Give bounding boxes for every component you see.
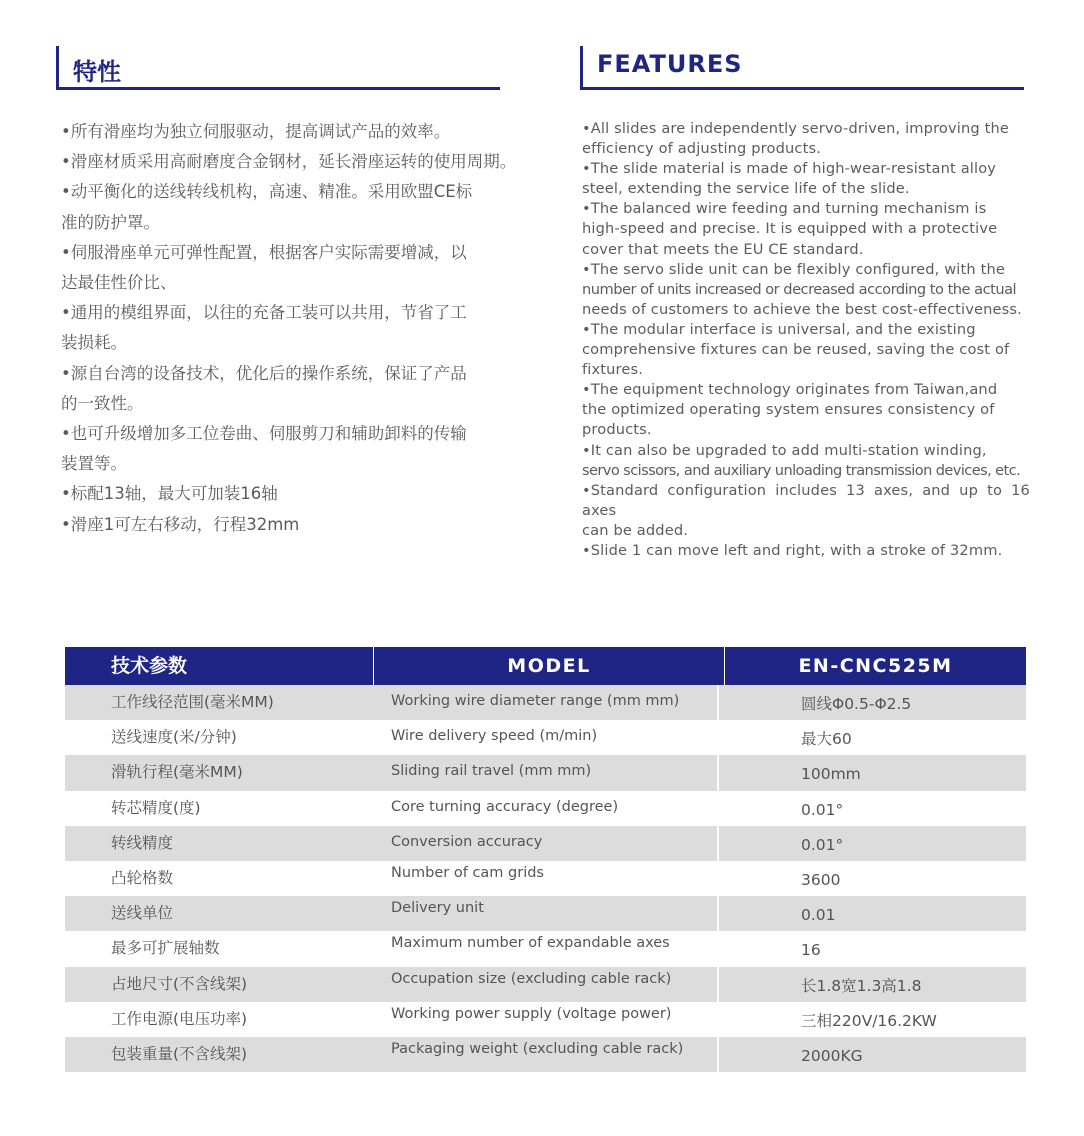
header-tech-params: 技术参数 [65,647,374,685]
param-value: 3600 [801,870,841,889]
param-zh: 包装重量(不含线架) [111,1044,248,1063]
param-value: 100mm [801,765,861,784]
feature-zh-line: •滑座1可左右移动，行程32mm [61,514,300,534]
feature-zh-line: 装损耗。 [61,333,127,353]
feature-en-line: •The balanced wire feeding and turning mechanism is [582,200,987,218]
table-row [65,861,1026,896]
features-zh-title: 特性 [73,58,121,86]
feature-zh-line: 装置等。 [61,454,127,474]
features-en-list [582,119,1030,561]
feature-en-line: fixtures. [582,361,644,379]
feature-en-line: •The slide material is made of high-wear-resistant alloy [582,160,997,178]
feature-en-line: •All slides are independently servo-driven, improving the [582,120,1009,137]
table-row [65,967,1026,1002]
param-en: Working wire diameter range (mm mm) [374,685,719,720]
param-zh: 转芯精度(度) [111,798,201,817]
feature-en-line: needs of customers to achieve the best cost-effectiveness. [582,300,1022,318]
feature-zh-line: 准的防护罩。 [61,212,160,232]
header-model-name: EN-CNC525M [798,655,953,677]
param-en: Occupation size (excluding cable rack) [374,967,719,1002]
feature-en-line: the optimized operating system ensures consistency of [582,401,995,419]
spec-table [65,647,1026,1072]
table-row [65,720,1026,755]
table-row [65,931,1026,966]
param-value: 0.01° [801,835,844,854]
param-en: Delivery unit [374,896,719,931]
feature-en-line: •The modular interface is universal, and the existing [582,320,976,338]
table-row [65,791,1026,826]
param-en: Working power supply (voltage power) [374,1002,719,1037]
param-value: 16 [801,941,821,960]
param-value: 2000KG [801,1046,863,1065]
feature-zh-line: •标配13轴，最大可加装16轴 [61,484,278,504]
feature-en-line: servo scissors, and auxiliary unloading transmission devices, etc. [582,461,1021,479]
param-zh: 最多可扩展轴数 [111,939,220,958]
table-row [65,1037,1026,1072]
feature-zh-line: •也可升级增加多工位卷曲、伺服剪刀和辅助卸料的传输 [61,424,467,444]
table-row [65,755,1026,790]
features-en-header [580,46,1024,90]
param-en: Wire delivery speed (m/min) [374,720,719,755]
feature-zh-line: 的一致性。 [61,393,144,413]
spec-table-header [65,647,1026,685]
param-value: 三相220V/16.2KW [801,1011,937,1030]
feature-en-line: cover that meets the EU CE standard. [582,240,864,258]
features-zh-list [61,117,521,540]
param-zh: 凸轮格数 [111,868,174,887]
param-zh: 转线精度 [111,833,174,852]
param-en: Sliding rail travel (mm mm) [374,755,719,790]
feature-en-line: can be added. [582,521,689,539]
feature-en-line: •Slide 1 can move left and right, with a stroke of 32mm. [582,541,1003,559]
feature-en-line: comprehensive fixtures can be reused, saving the cost of [582,341,1010,359]
table-row [65,826,1026,861]
param-value: 最大60 [801,730,852,749]
feature-en-line: high-speed and precise. It is equipped with a protective [582,220,998,238]
param-value: 0.01° [801,800,844,819]
feature-en-line: products. [582,421,652,439]
features-en-title: FEATURES [597,50,743,78]
header-model: MODEL [374,647,725,685]
param-zh: 送线单位 [111,904,174,923]
feature-en-line: steel, extending the service life of the slide. [582,180,910,198]
param-en: Maximum number of expandable axes [374,931,719,966]
feature-zh-line: •伺服滑座单元可弹性配置，根据客户实际需要增减，以 [61,242,467,262]
feature-en-line: •Standard configuration includes 13 axes, and up to 16 axes [582,481,1030,519]
param-zh: 滑轨行程(毫米MM) [111,763,243,782]
table-row [65,896,1026,931]
feature-en-line: efficiency of adjusting products. [582,140,821,158]
table-row [65,1002,1026,1037]
param-zh: 送线速度(米/分钟) [111,728,237,747]
features-zh-header [56,46,500,90]
table-row [65,685,1026,720]
param-value: 长1.8宽1.3高1.8 [801,976,922,995]
param-value: 0.01 [801,906,836,925]
feature-en-line: •The equipment technology originates from Taiwan,and [582,381,998,399]
feature-zh-line: •通用的模组界面，以往的充备工装可以共用，节省了工 [61,303,467,323]
feature-zh-line: •滑座材质采用高耐磨度合金钢材，延长滑座运转的使用周期。 [61,152,517,172]
feature-zh-line: 达最佳性价比、 [61,273,177,293]
param-en: Number of cam grids [374,861,719,896]
param-zh: 占地尺寸(不含线架) [111,974,248,993]
param-en: Core turning accuracy (degree) [374,791,719,826]
feature-en-line: number of units increased or decreased according to the actual [582,280,1017,298]
feature-zh-line: •所有滑座均为独立伺服驱动，提高调试产品的效率。 [61,122,451,141]
param-value: 圆线Φ0.5-Φ2.5 [801,695,912,713]
feature-en-line: •The servo slide unit can be flexibly configured, with the [582,260,1005,278]
param-zh: 工作线径范围(毫米MM) [111,693,274,711]
feature-zh-line: •动平衡化的送线转线机构，高速、精准。采用欧盟CE标 [61,182,473,202]
feature-zh-line: •源自台湾的设备技术，优化后的操作系统，保证了产品 [61,363,467,383]
param-en: Packaging weight (excluding cable rack) [374,1037,719,1072]
param-zh: 工作电源(电压功率) [111,1009,248,1028]
param-en: Conversion accuracy [374,826,719,861]
feature-en-line: •It can also be upgraded to add multi-station winding, [582,441,987,459]
